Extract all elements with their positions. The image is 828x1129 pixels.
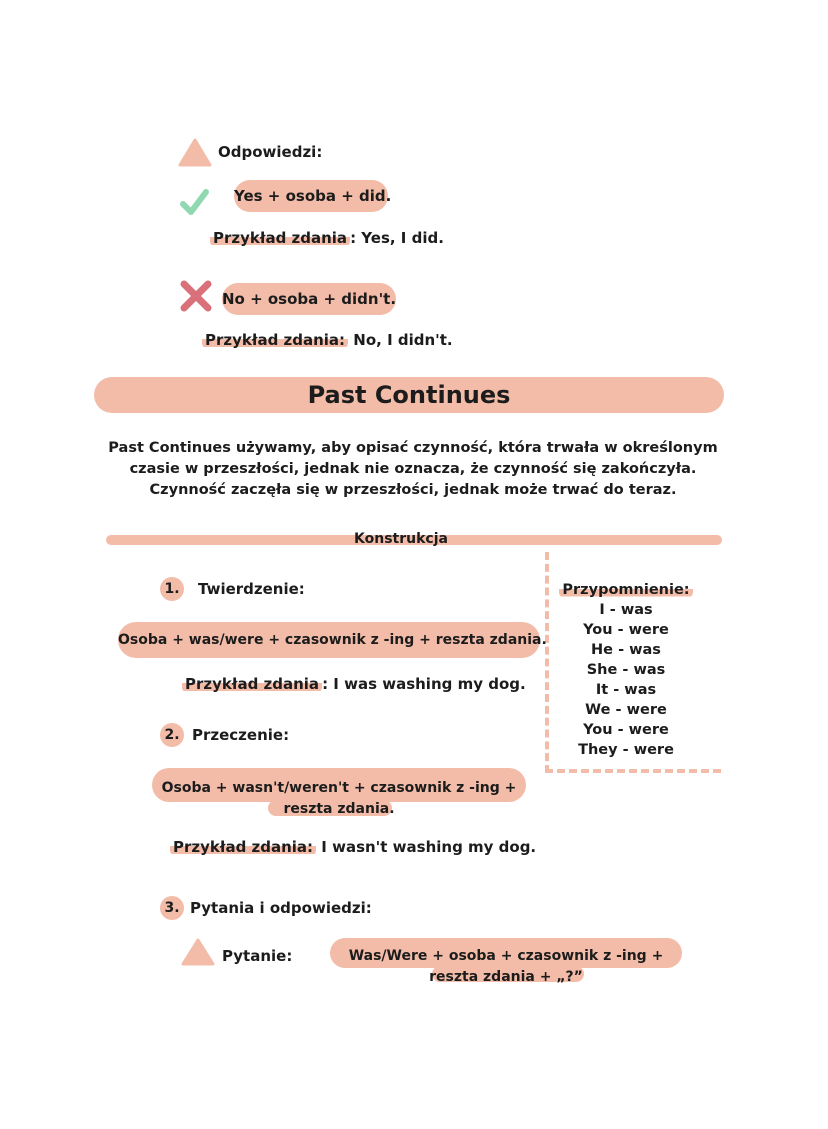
description-line: Czynność zaczęła się w przeszłości, jednak może trwać do teraz. bbox=[149, 482, 677, 498]
negation-example bbox=[170, 838, 536, 856]
reminder-item: They - were bbox=[578, 742, 674, 758]
reminder-item: We - were bbox=[585, 702, 667, 718]
section-description bbox=[94, 438, 732, 501]
questions-number: 3. bbox=[160, 896, 184, 920]
formula-line: Osoba + wasn't/weren't + czasownik z -ing + bbox=[161, 780, 517, 796]
negation-label: Przeczenie: bbox=[192, 726, 290, 744]
no-example-text: No, I didn't. bbox=[348, 331, 453, 349]
no-example bbox=[202, 331, 453, 349]
question-formula bbox=[330, 946, 682, 988]
statement-label: Twierdzenie: bbox=[198, 580, 305, 598]
formula-line: Was/Were + osoba + czasownik z -ing + bbox=[348, 948, 664, 964]
reminder-title: Przypomnienie: bbox=[559, 582, 692, 598]
check-icon bbox=[178, 186, 210, 218]
no-example-label: Przykład zdania: bbox=[202, 331, 348, 349]
reminder-item: You - were bbox=[583, 622, 669, 638]
triangle-icon bbox=[180, 937, 216, 967]
section-title: Past Continues bbox=[94, 377, 724, 413]
formula-line: reszta zdania + „?” bbox=[429, 969, 583, 985]
yes-example-text: : Yes, I did. bbox=[350, 229, 444, 247]
yes-formula: Yes + osoba + did. bbox=[234, 180, 388, 212]
questions-label: Pytania i odpowiedzi: bbox=[190, 899, 372, 917]
reminder-item: She - was bbox=[586, 662, 666, 678]
negation-example-label: Przykład zdania: bbox=[170, 838, 316, 856]
no-formula: No + osoba + didn't. bbox=[222, 283, 396, 315]
formula-line: reszta zdania. bbox=[283, 801, 395, 817]
statement-example bbox=[182, 675, 526, 693]
negation-formula bbox=[152, 778, 526, 820]
description-line: Past Continues używamy, aby opisać czynność, która trwała w określonym bbox=[108, 440, 718, 456]
cross-icon bbox=[178, 278, 214, 314]
question-label: Pytanie: bbox=[222, 947, 293, 965]
answers-heading: Odpowiedzi: bbox=[218, 143, 323, 161]
construction-label: Konstrukcja bbox=[354, 531, 448, 547]
statement-formula: Osoba + was/were + czasownik z -ing + reszta zdania. bbox=[118, 622, 540, 658]
triangle-icon bbox=[178, 137, 212, 167]
statement-example-label: Przykład zdania bbox=[182, 675, 322, 693]
statement-number: 1. bbox=[160, 577, 184, 601]
reminder-list bbox=[551, 580, 701, 760]
reminder-item: I - was bbox=[599, 602, 653, 618]
reminder-item: It - was bbox=[595, 682, 657, 698]
negation-example-text: I wasn't washing my dog. bbox=[316, 838, 537, 856]
negation-number: 2. bbox=[160, 723, 184, 747]
description-line: czasie w przeszłości, jednak nie oznacza, że czynność się zakończyła. bbox=[129, 461, 697, 477]
statement-example-text: : I was washing my dog. bbox=[322, 675, 526, 693]
reminder-item: You - were bbox=[583, 722, 669, 738]
reminder-item: He - was bbox=[591, 642, 661, 658]
yes-example bbox=[210, 229, 444, 247]
yes-example-label: Przykład zdania bbox=[210, 229, 350, 247]
